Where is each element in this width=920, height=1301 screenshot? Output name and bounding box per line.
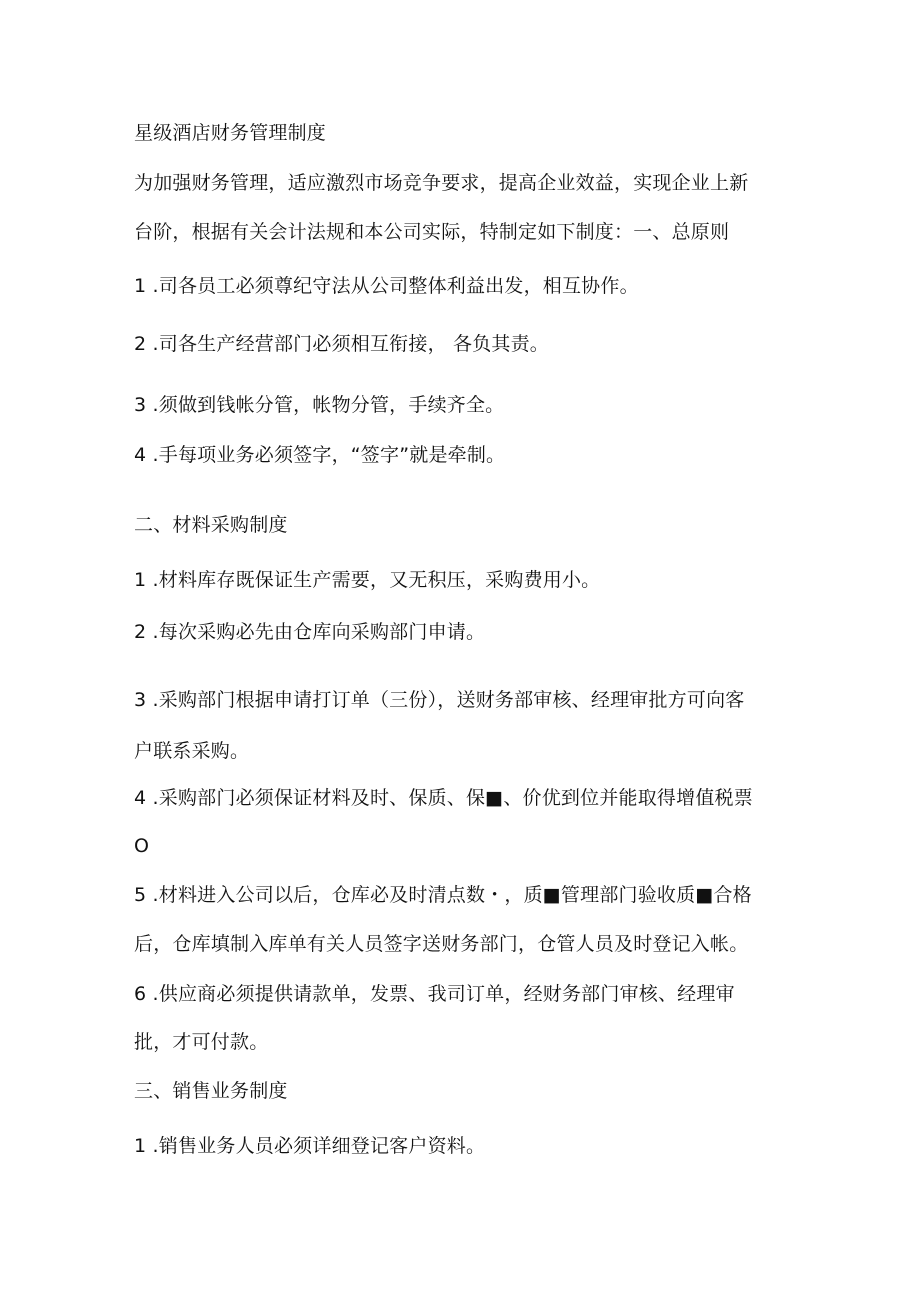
purchasing-item-6-line-2: 批，才可付款。 [134, 1031, 269, 1053]
purchasing-item-2: 2 .每次采购必先由仓库向采购部门申请。 [134, 621, 486, 643]
section-heading-purchasing: 二、材料采购制度 [134, 514, 288, 536]
principle-item-2: 2 .司各生产经营部门必须相互衔接， 各负其责。 [134, 333, 550, 355]
purchasing-item-4-line-2: O [134, 835, 150, 857]
purchasing-item-3-line-1: 3 .采购部门根据申请打订单（三份），送财务部审核、经理审批方可向客 [134, 689, 745, 711]
principle-item-3: 3 .须做到钱帐分管，帐物分管，手续齐全。 [134, 394, 505, 416]
principle-item-1: 1 .司各员工必须尊纪守法从公司整体利益出发，相互协作。 [134, 275, 639, 297]
sales-item-1: 1 .销售业务人员必须详细登记客户资料。 [134, 1135, 486, 1157]
purchasing-item-1: 1 .材料库存既保证生产需要，又无积压，采购费用小。 [134, 569, 601, 591]
intro-line-1: 为加强财务管理，适应激烈市场竞争要求，提高企业效益，实现企业上新 [134, 172, 749, 194]
purchasing-item-5-line-1: 5 .材料进入公司以后，仓库必及时清点数・，质■管理部门验收质■合格 [134, 884, 752, 906]
section-heading-sales: 三、销售业务制度 [134, 1080, 288, 1102]
purchasing-item-3-line-2: 户联系采购。 [134, 740, 250, 762]
purchasing-item-5-line-2: 后，仓库填制入库单有关人员签字送财务部门，仓管人员及时登记入帐。 [134, 933, 749, 955]
principle-item-4: 4 .手每项业务必须签字，“签字”就是牵制。 [134, 444, 506, 466]
document-title: 星级酒店财务管理制度 [134, 122, 327, 144]
purchasing-item-4-line-1: 4 .采购部门必须保证材料及时、保质、保■、价优到位并能取得增值税票 [134, 787, 753, 809]
intro-line-2: 台阶，根据有关会计法规和本公司实际，特制定如下制度：一、总原则 [134, 221, 730, 243]
purchasing-item-6-line-1: 6 .供应商必须提供请款单，发票、我司订单，经财务部门审核、经理审 [134, 983, 735, 1005]
